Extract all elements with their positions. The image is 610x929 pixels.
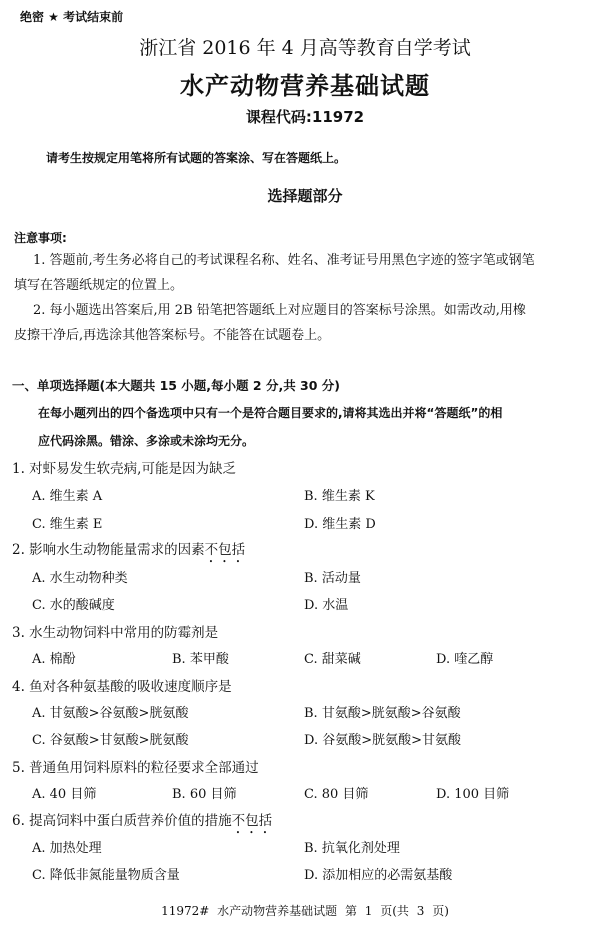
- question-1-option-a: A. 维生素 A: [32, 489, 103, 504]
- note-1-line-2: 填写在答题纸规定的位置上。: [14, 278, 184, 293]
- question-2-option-c: C. 水的酸碱度: [32, 598, 115, 613]
- question-4-option-d: D. 谷氨酸>胱氨酸>甘氨酸: [304, 733, 462, 748]
- page-title: 水产动物营养基础试题: [180, 72, 430, 100]
- exam-line: 浙江省 2016 年 4 月高等教育自学考试: [139, 37, 471, 59]
- course-code: 课程代码:11972: [245, 108, 365, 126]
- question-4-option-c: C. 谷氨酸>甘氨酸>胱氨酸: [32, 733, 189, 748]
- question-1-option-d: D. 维生素 D: [304, 517, 376, 532]
- part1-instruction-line-1: 在每小题列出的四个备选项中只有一个是符合题目要求的,请将其选出并将“答题纸”的相: [38, 406, 503, 420]
- secret-mark: 绝密 ★ 考试结束前: [20, 10, 124, 24]
- question-1-option-c: C. 维生素 E: [32, 517, 103, 532]
- question-6-emphasis: 不包括: [231, 813, 273, 829]
- question-4-stem: 4. 鱼对各种氨基酸的吸收速度顺序是: [12, 679, 232, 695]
- answer-instruction: 请考生按规定用笔将所有试题的答案涂、写在答题纸上。: [46, 151, 347, 165]
- question-4-option-b: B. 甘氨酸>胱氨酸>谷氨酸: [304, 706, 461, 721]
- note-2-line-2: 皮擦干净后,再选涂其他答案标号。不能答在试题卷上。: [14, 328, 331, 343]
- question-3-option-a: A. 棉酚: [32, 652, 76, 667]
- question-2-emphasis: 不包括: [204, 542, 246, 558]
- question-5-option-b: B. 60 目筛: [172, 787, 237, 802]
- page-footer: 11972# 水产动物营养基础试题 第 1 页(共 3 页): [161, 904, 449, 918]
- question-3-option-d: D. 喹乙醇: [436, 652, 494, 667]
- part1-instruction-line-2: 应代码涂黑。错涂、多涂或未涂均无分。: [38, 434, 255, 448]
- question-3-option-c: C. 甜菜碱: [304, 652, 361, 667]
- part1-heading: 一、单项选择题(本大题共 15 小题,每小题 2 分,共 30 分): [12, 378, 341, 393]
- question-2-stem-text: 2. 影响水生动物能量需求的因素: [12, 542, 205, 558]
- note-2-line-1: 2. 每小题选出答案后,用 2B 铅笔把答题纸上对应题目的答案标号涂黑。如需改动,用橡: [33, 303, 526, 318]
- question-6-option-b: B. 抗氧化剂处理: [304, 841, 400, 856]
- question-1-option-b: B. 维生素 K: [304, 489, 375, 504]
- question-6-option-c: C. 降低非氮能量物质含量: [32, 868, 180, 883]
- question-5-stem: 5. 普通鱼用饲料原料的粒径要求全部通过: [12, 760, 259, 776]
- question-2-option-a: A. 水生动物种类: [32, 571, 128, 586]
- question-3-option-b: B. 苯甲酸: [172, 652, 229, 667]
- question-6-option-a: A. 加热处理: [32, 841, 102, 856]
- question-2-option-b: B. 活动量: [304, 571, 361, 586]
- question-2-stem: [12, 538, 245, 566]
- question-5-option-c: C. 80 目筛: [304, 787, 369, 802]
- section-title: 选择题部分: [267, 187, 343, 205]
- question-1-stem: 1. 对虾易发生软壳病,可能是因为缺乏: [12, 461, 236, 477]
- question-6-stem-text: 6. 提高饲料中蛋白质营养价值的措施: [12, 813, 232, 829]
- question-3-stem: 3. 水生动物饲料中常用的防霉剂是: [12, 625, 219, 641]
- question-2-option-d: D. 水温: [304, 598, 349, 613]
- question-4-option-a: A. 甘氨酸>谷氨酸>胱氨酸: [32, 706, 189, 721]
- note-1-line-1: 1. 答题前,考生务必将自己的考试课程名称、姓名、准考证号用黑色字迹的签字笔或钢笔: [33, 253, 535, 268]
- question-6-option-d: D. 添加相应的必需氨基酸: [304, 868, 453, 883]
- question-5-option-a: A. 40 目筛: [32, 787, 97, 802]
- notes-heading: 注意事项:: [14, 231, 67, 245]
- question-6-stem: [12, 809, 272, 837]
- question-5-option-d: D. 100 目筛: [436, 787, 510, 802]
